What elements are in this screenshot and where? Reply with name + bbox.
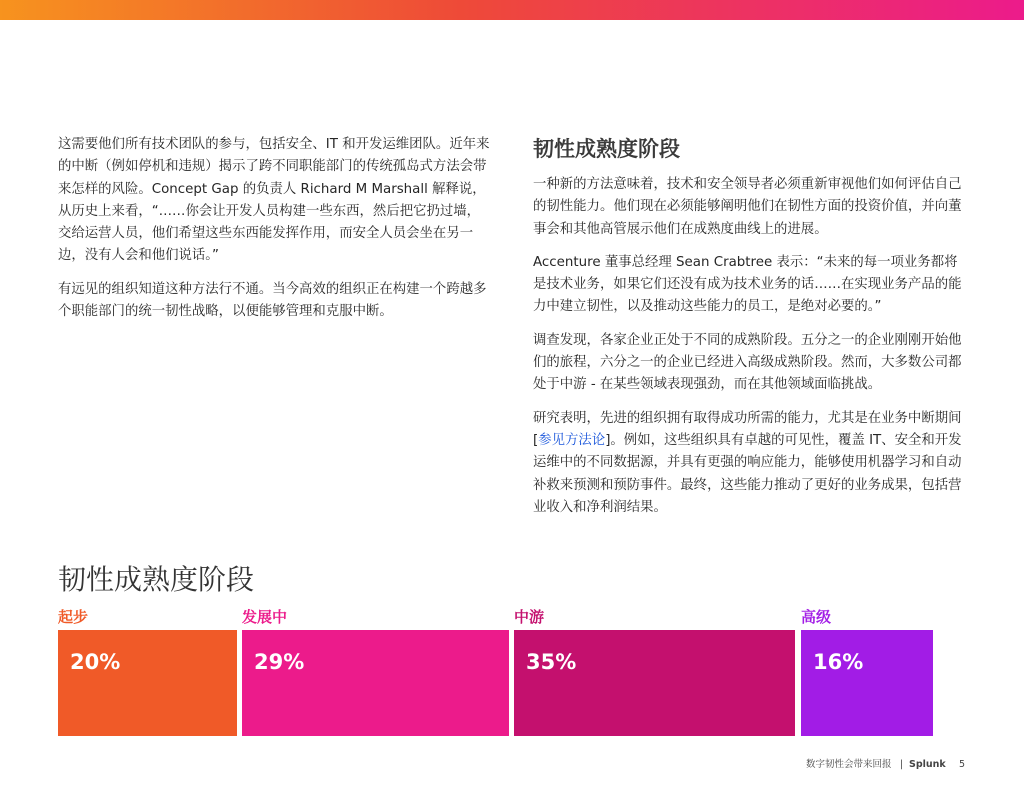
stage-value-midstream: 35% [526,650,577,674]
footer-brand: Splunk [909,759,946,770]
left-paragraph-1: 这需要他们所有技术团队的参与，包括安全、IT 和开发运维团队。近年来的中断（例如停机和违规）揭示了跨不同职能部门的传统孤岛式方法会带来怎样的风险。Concept Gap 的负责人 Richard M Marshall 解释说，从历史上来看，“……你会让开发人员构建一些东西，然后把它扔过墙，交给运营人员，他们希望这些东西能发挥作用，而安全人员会坐在另一边，没有人会和他们说话。” [58,137,490,264]
stage-bar-start [58,630,237,736]
stage-bar-advanced [801,630,933,736]
stage-label-developing: 发展中 [242,608,288,626]
stage-label-midstream: 中游 [514,608,545,626]
section-heading: 韧性成熟度阶段 [533,137,680,161]
right-paragraph-2: Accenture 董事总经理 Sean Crabtree 表示：“未来的每一项业务都将是技术业务，如果它们还没有成为技术业务的话……在实现业务产品的能力中建立韧性，以及推动这些能力的员工，是绝对必要的。” [533,254,962,315]
chart-title: 韧性成熟度阶段 [58,563,255,596]
top-gradient-bar [0,0,1024,20]
stage-bar-developing [242,630,509,736]
stage-value-start: 20% [70,650,121,674]
stage-label-advanced: 高级 [801,608,832,626]
footer-separator: | [900,759,904,770]
stage-label-start: 起步 [58,608,89,626]
stage-value-developing: 29% [254,650,305,674]
paragraph-4-text-start: 研究表明，先进的组织拥有取得成功所需的能力，尤其是在业务中断期间[ [533,410,962,448]
methodology-link[interactable]: 参见方法论 [538,432,606,448]
right-column [533,174,963,530]
left-column [58,134,490,334]
page-number: 5 [959,759,966,770]
stage-bar-midstream [514,630,795,736]
left-paragraph-2: 有远见的组织知道这种方法行不通。当今高效的组织正在构建一个跨越多个职能部门的统一韧性战略，以便能够管理和克服中断。 [58,281,487,320]
right-paragraph-3: 调查发现，各家企业正处于不同的成熟阶段。五分之一的企业刚刚开始他们的旅程，六分之一的企业已经进入高级成熟阶段。然而，大多数公司都处于中游 - 在某些领域表现强劲，而在其他领域面临挑战。 [533,332,962,393]
paragraph-4-text-end: ]。例如，这些组织具有卓越的可见性，覆盖 IT、安全和开发运维中的不同数据源，并具有更强的响应能力，能够使用机器学习和自动补救来预测和预防事件。最终，这些能力推动了更好的业务成果，包括营业收入和净利润结果。 [533,432,962,515]
right-paragraph-1: 一种新的方法意味着，技术和安全领导者必须重新审视他们如何评估自己的韧性能力。他们现在必须能够阐明他们在韧性方面的投资价值，并向董事会和其他高管展示他们在成熟度曲线上的进展。 [533,177,962,237]
right-paragraph-4 [533,408,963,519]
footer-report-title: 数字韧性会带来回报 [806,759,892,770]
stage-value-advanced: 16% [813,650,864,674]
